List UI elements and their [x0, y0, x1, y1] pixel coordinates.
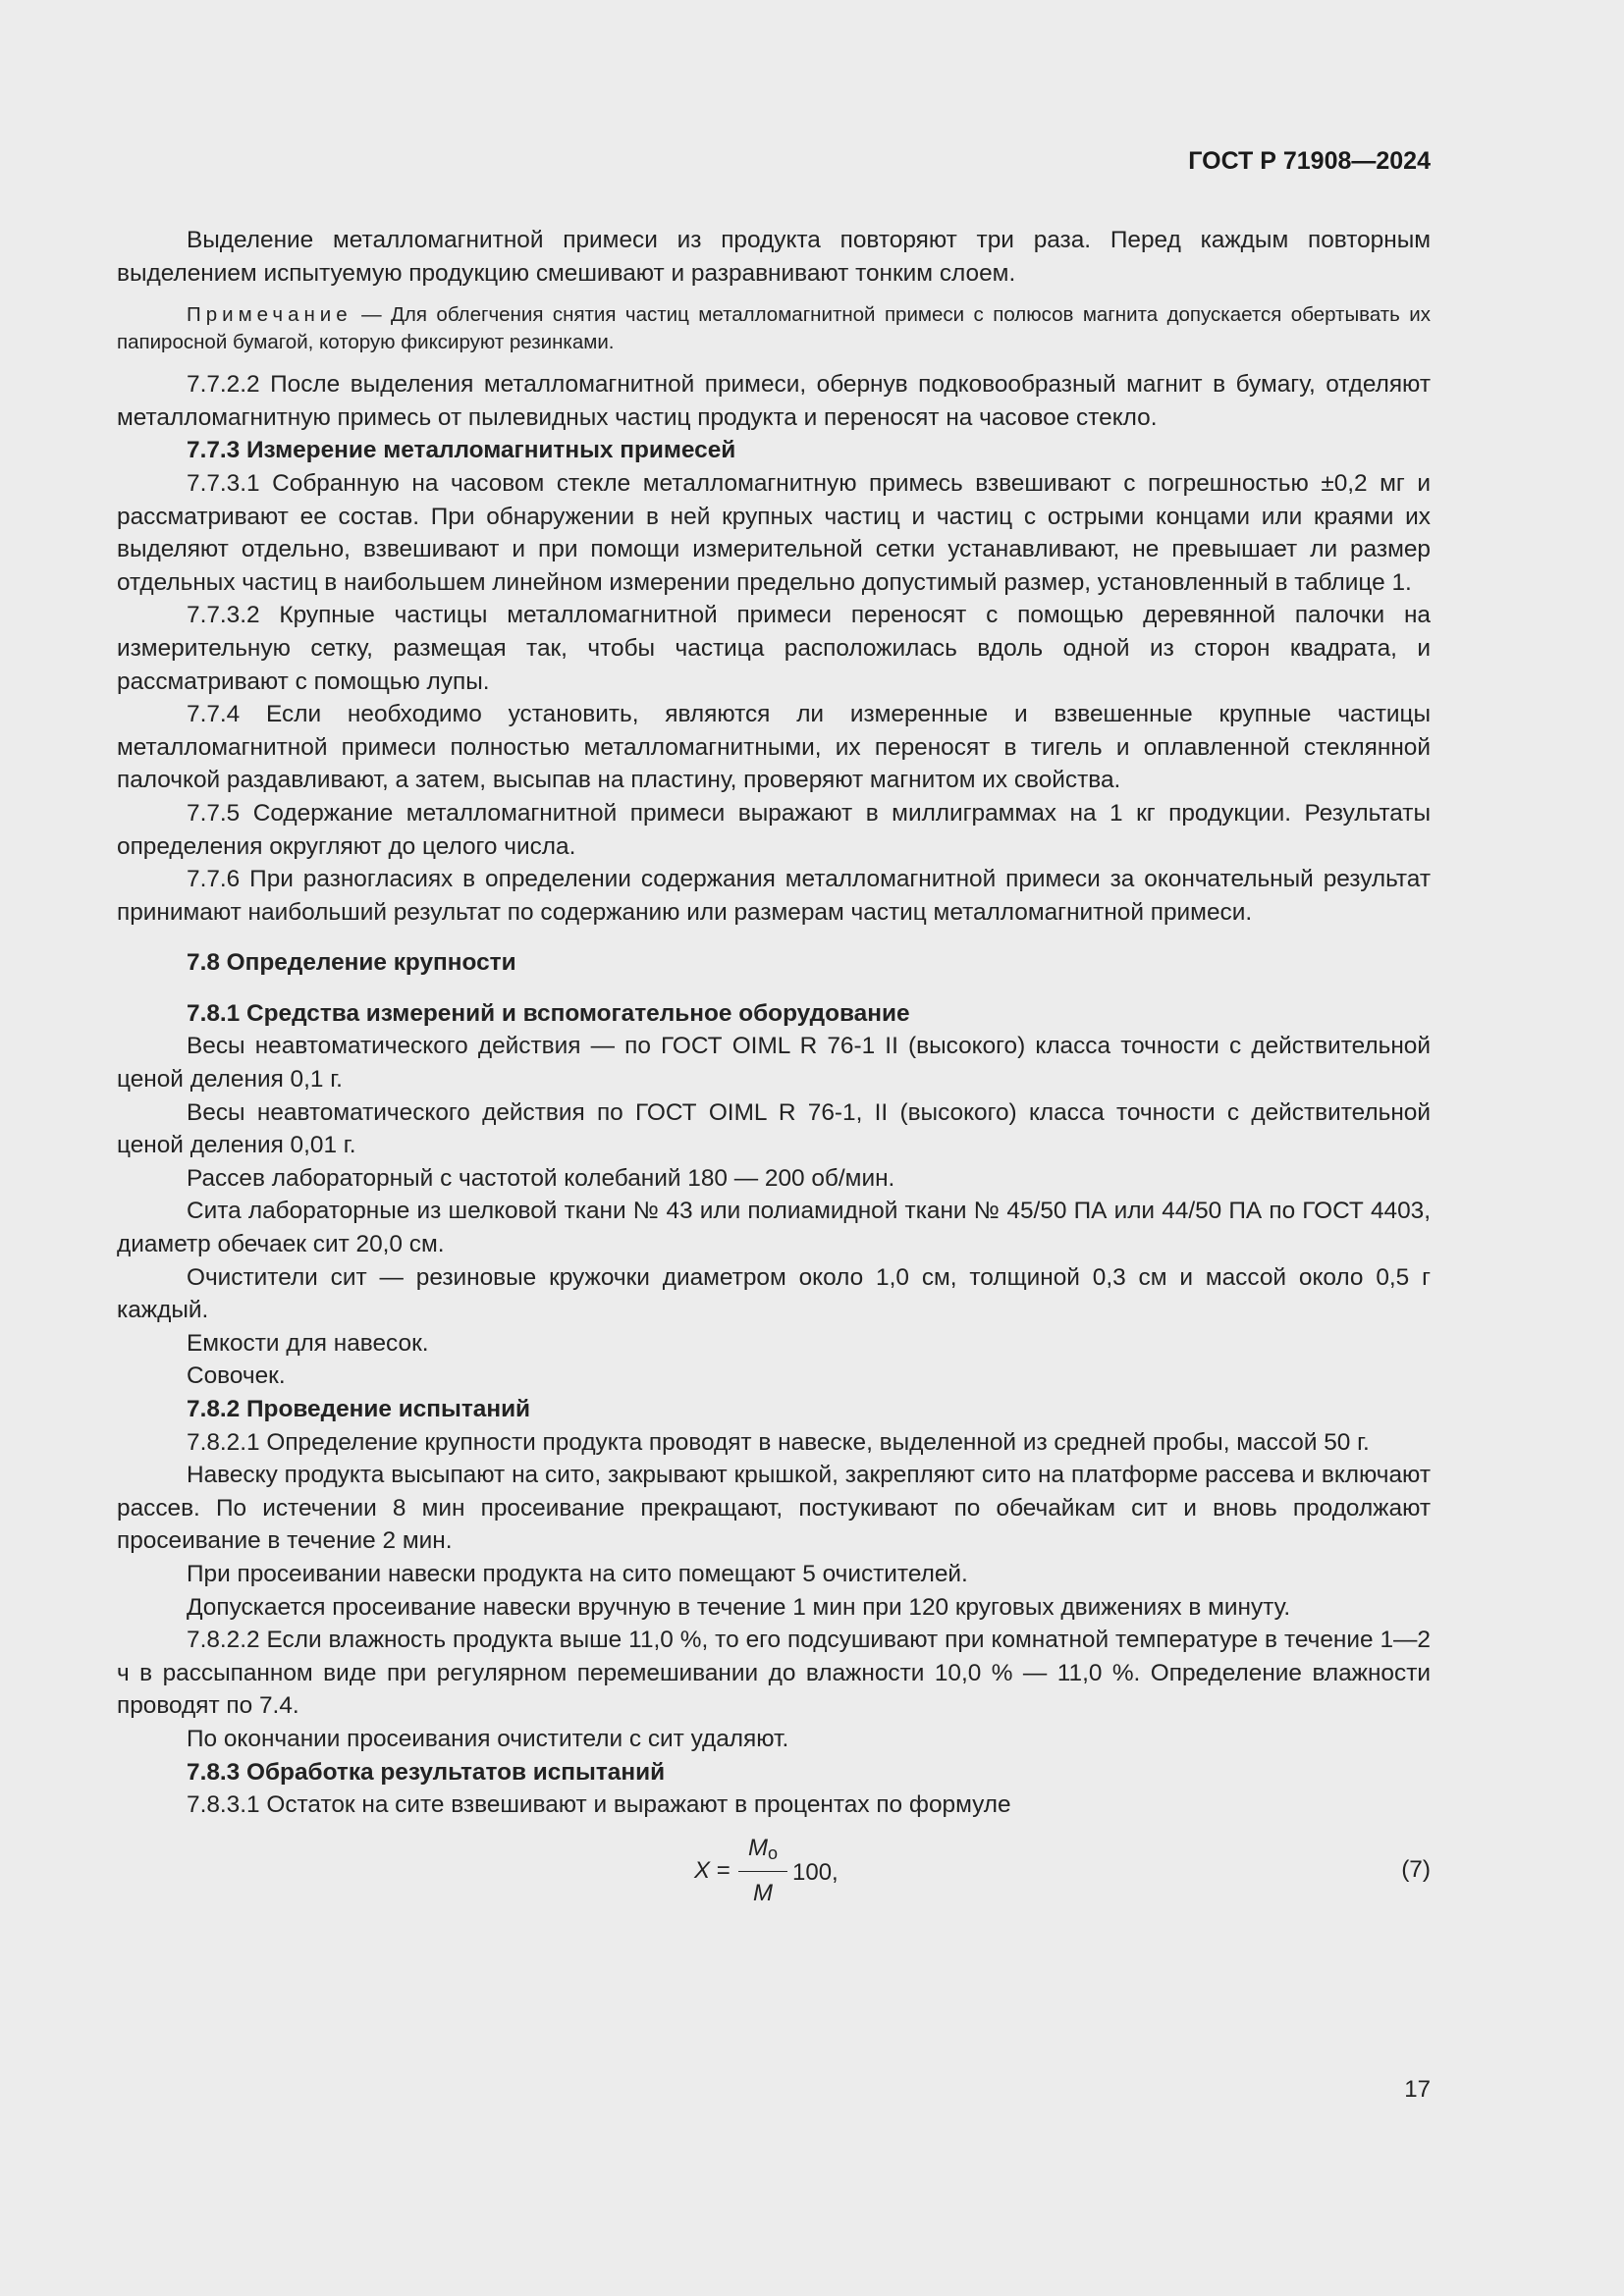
heading-7-7-3: 7.7.3 Измерение металломагнитных примесей [187, 437, 736, 464]
equipment-item: Весы неавтоматического действия — по ГОСТ OIML R 76-1 II (высокого) класса точности с действительной ценой деления 0,1 г. [117, 1033, 1431, 1094]
paragraph-7-7-3-2: 7.7.3.2 Крупные частицы металломагнитной примеси переносят с помощью деревянной палочки на измерительную сетку, размещая так, чтобы частица расположилась вдоль одной из сторон квадрата, и рассматривают с помощью лупы. [117, 602, 1431, 695]
formula-block [117, 1832, 1431, 1914]
paragraph-7-7-4: 7.7.4 Если необходимо установить, являются ли измеренные и взвешенные крупные частицы металломагнитной примеси полностью металломагнитными, их переносят в тигель и оплавленной стеклянной палочкой раздавливают, а затем, высыпав на пластину, проверяют магнитом их свойства. [117, 701, 1431, 794]
note-text: — Для облегчения снятия частиц металломагнитной примеси с полюсов магнита допускается обертывать их папиросной бумагой, которую фиксируют резинками. [117, 303, 1431, 354]
formula-denominator: M [753, 1879, 773, 1906]
document-body [117, 224, 1431, 1914]
paragraph: При просеивании навески продукта на сито помещают 5 очистителей. [187, 1560, 968, 1587]
paragraph-7-8-2-1: 7.8.2.1 Определение крупности продукта проводят в навеске, выделенной из средней пробы, массой 50 г. [187, 1428, 1370, 1456]
paragraph-7-7-3-1: 7.7.3.1 Собранную на часовом стекле металломагнитную примесь взвешивают с погрешностью ±0,2 мг и рассматривают ее состав. При обнаружении в ней крупных частиц и частиц с острыми концами или краями их выделяют отдельно, взвешивают и при помощи измерительной сетки устанавливают, не превышает ли размер отдельных частиц в наибольшем линейном измерении предельно допустимый размер, установленный в таблице 1. [117, 469, 1431, 596]
paragraph-7-7-5: 7.7.5 Содержание металломагнитной примеси выражают в миллиграммах на 1 кг продукции. Результаты определения округляют до целого числа. [117, 799, 1431, 860]
paragraph-7-7-6: 7.7.6 При разногласиях в определении содержания металломагнитной примеси за окончательный результат принимают наибольший результат по содержанию или размерам частиц металломагнитной примеси. [117, 866, 1431, 926]
heading-7-8-2: 7.8.2 Проведение испытаний [187, 1396, 531, 1422]
note [117, 301, 1431, 356]
paragraph: Допускается просеивание навески вручную в течение 1 мин при 120 круговых движениях в минуту. [187, 1593, 1291, 1621]
paragraph-7-7-2-2: 7.7.2.2 После выделения металломагнитной примеси, обернув подковообразный магнит в бумагу, отделяют металломагнитную примесь от пылевидных частиц продукта и переносят на часовое стекло. [117, 371, 1431, 431]
formula-numerator: $M_o$ [747, 1834, 778, 1863]
paragraph: Навеску продукта высыпают на сито, закрывают крышкой, закрепляют сито на платформе рассева и включают рассев. По истечении 8 мин просеивание прекращают, постукивают по обечайкам сит и вновь продолжают просеивание в течение 2 мин. [117, 1462, 1431, 1555]
paragraph-7-8-3-1: 7.8.3.1 Остаток на сите взвешивают и выражают в процентах по формуле [187, 1791, 1011, 1819]
paragraph-7-8-2-2: 7.8.2.2 Если влажность продукта выше 11,0 %, то его подсушивают при комнатной температуре в течение 1—2 ч в рассыпанном виде при регулярном перемешивании до влажности 10,0 % — 11,0 %. Определение влажности проводят по 7.4. [117, 1627, 1431, 1720]
heading-7-8-3: 7.8.3 Обработка результатов испытаний [187, 1758, 666, 1786]
equipment-item: Сита лабораторные из шелковой ткани № 43 или полиамидной ткани № 45/50 ПА или 44/50 ПА по ГОСТ 4403, диаметр обечаек сит 20,0 см. [117, 1198, 1431, 1258]
note-label: Примечание [187, 303, 352, 327]
formula-factor: 100, [792, 1858, 839, 1886]
equipment-item: Очистители сит — резиновые кружочки диаметром около 1,0 см, толщиной 0,3 см и массой около 0,5 г каждый. [117, 1263, 1431, 1324]
equipment-item: Совочек. [187, 1362, 286, 1390]
paragraph: По окончании просеивания очистители с сит удаляют. [187, 1725, 789, 1752]
paragraph: Выделение металломагнитной примеси из продукта повторяют три раза. Перед каждым повторным выделением испытуемую продукцию смешивают и разравнивают тонким слоем. [117, 227, 1431, 287]
fraction-bar [738, 1871, 787, 1872]
heading-7-8: 7.8 Определение крупности [187, 949, 516, 977]
equipment-item: Емкости для навесок. [187, 1329, 429, 1357]
formula-number: (7) [1401, 1855, 1431, 1883]
document-designation: ГОСТ Р 71908—2024 [1188, 147, 1431, 175]
equipment-item: Рассев лабораторный с частотой колебаний 180 — 200 об/мин. [187, 1164, 895, 1192]
equipment-item: Весы неавтоматического действия по ГОСТ OIML R 76-1, II (высокого) класса точности с действительной ценой деления 0,01 г. [117, 1098, 1431, 1159]
page-number: 17 [1404, 2076, 1431, 2103]
heading-7-8-1: 7.8.1 Средства измерений и вспомогательное оборудование [187, 999, 910, 1027]
formula-lhs: X = [694, 1856, 731, 1884]
